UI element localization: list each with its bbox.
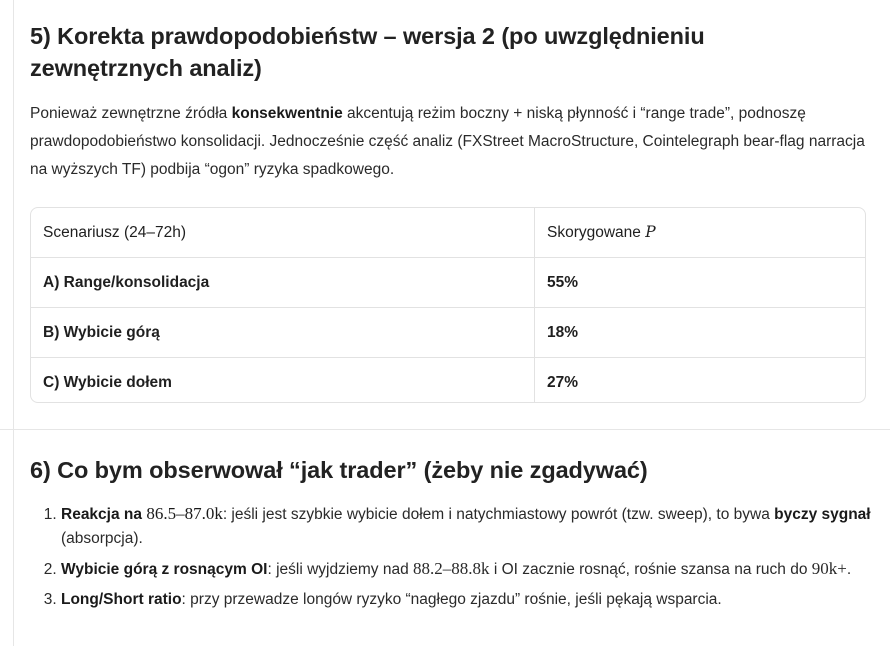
item-math: 88.2–88.8k xyxy=(413,559,490,578)
item-math-2: 90k+ xyxy=(811,559,847,578)
item-math: 86.5–87.0k xyxy=(146,504,223,523)
table-header-row xyxy=(31,208,865,258)
item-text: : przy przewadze longów ryzyko “nagłego zjazdu” rośnie, jeśli pękają wsparcia. xyxy=(181,591,722,608)
section-5-title: 5) Korekta prawdopodobieństw – wersja 2 (po uwzględnieniu zewnętrznych analiz) xyxy=(30,23,705,81)
item-bold-2: byczy sygnał xyxy=(774,506,871,523)
section-5-paragraph xyxy=(30,100,875,184)
item-text-3: . xyxy=(846,561,852,578)
table-row xyxy=(31,358,865,404)
list-item xyxy=(61,588,890,612)
item-text: : jeśli wyjdziemy nad xyxy=(267,561,414,578)
left-border xyxy=(13,0,14,646)
header-scenario: Scenariusz (24–72h) xyxy=(31,208,535,258)
header-prob-text: Skorygowane xyxy=(547,224,646,241)
scenario-cell: C) Wybicie dołem xyxy=(31,358,535,404)
para-text-b: akcentują reżim boczny + niską płynność i “range trade”, podnoszę prawdopodobieństwo konsolidacji. Jednocześnie część analiz (FXStreet MacroStructure, Cointelegraph bear-flag narracja na wyższych TF) podbija “ogon” ryzyka spadkowego. xyxy=(30,105,865,178)
header-prob-symbol: P xyxy=(645,223,656,241)
item-bold: Wybicie górą z rosnącym OI xyxy=(61,561,268,578)
para-text-a: Ponieważ zewnętrzne źródła xyxy=(30,105,232,122)
probability-cell: 27% xyxy=(547,373,579,391)
section-divider xyxy=(0,429,890,430)
probability-cell: 55% xyxy=(535,258,866,308)
item-text-2: i OI zacznie rosnąć, rośnie szansa na ruch do xyxy=(489,561,812,578)
item-bold: Reakcja na xyxy=(61,506,147,523)
table-row xyxy=(31,308,865,358)
item-bold: Long/Short ratio xyxy=(61,591,182,608)
item-text-2: (absorpcja). xyxy=(61,530,143,547)
item-text: : jeśli jest szybkie wybicie dołem i natychmiastowy powrót (tzw. sweep), to bywa xyxy=(222,506,775,523)
header-probability xyxy=(535,208,866,258)
para-bold: konsekwentnie xyxy=(231,105,343,122)
probability-table xyxy=(30,207,866,403)
observation-list xyxy=(30,502,890,618)
list-item xyxy=(61,557,890,582)
section-6-title: 6) Co bym obserwował “jak trader” (żeby nie zgadywać) xyxy=(30,457,648,483)
probability-cell: 18% xyxy=(535,308,866,358)
table-row xyxy=(31,258,865,308)
list-item xyxy=(61,502,890,551)
scenario-cell: A) Range/konsolidacja xyxy=(31,258,535,308)
scenario-cell: B) Wybicie górą xyxy=(31,308,535,358)
